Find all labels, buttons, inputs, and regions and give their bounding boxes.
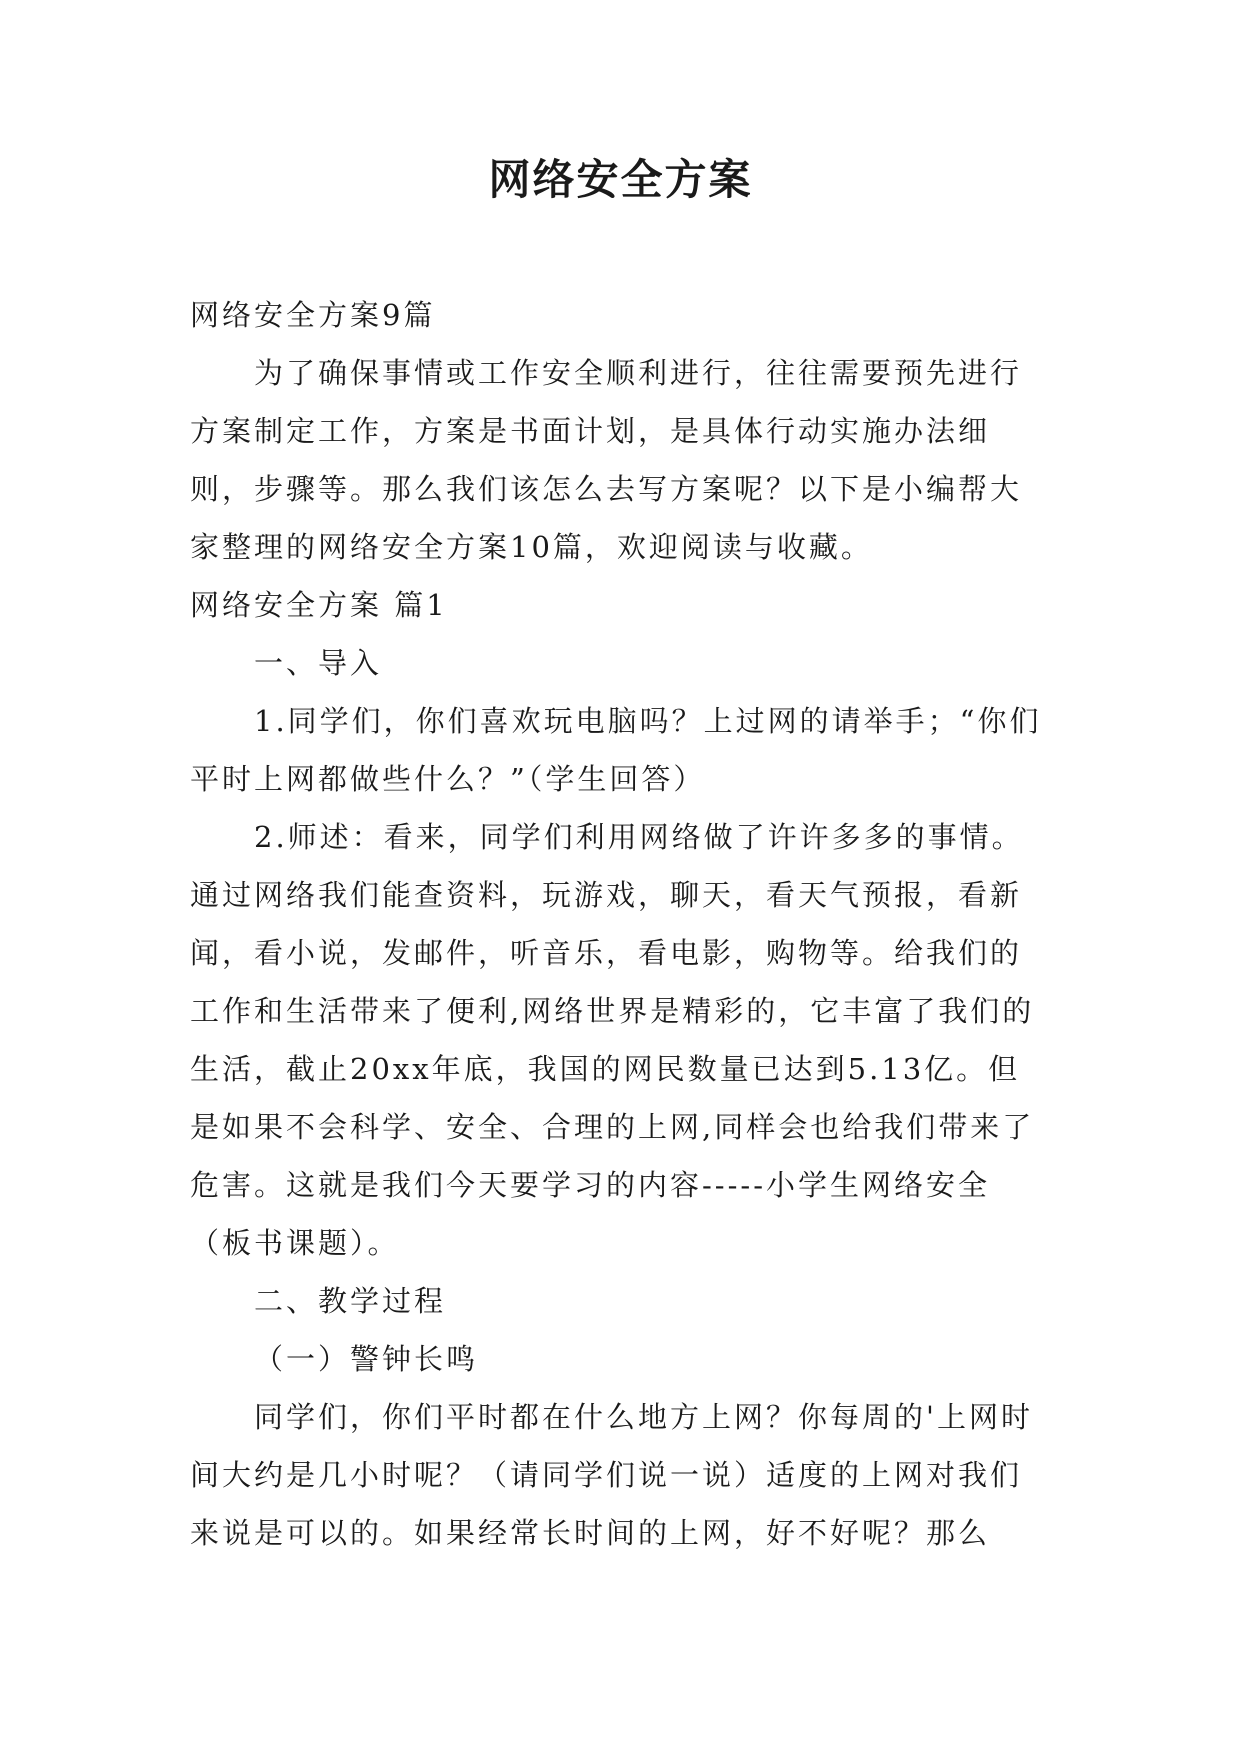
paragraph-item-1: 1.同学们，你们喜欢玩电脑吗？上过网的请举手；“你们平时上网都做些什么？”（学生回答） — [190, 704, 1042, 796]
paragraph-subtitle: 网络安全方案9篇 — [190, 298, 436, 332]
paragraph-heading-import: 一、导入 — [254, 646, 383, 680]
paragraph-section-heading: 网络安全方案 篇1 — [190, 588, 448, 622]
paragraph-heading-process: 二、教学过程 — [254, 1284, 447, 1318]
document-body — [190, 286, 1052, 1562]
document-title: 网络安全方案 — [488, 155, 753, 204]
paragraph-body-last: 同学们，你们平时都在什么地方上网？你每周的'上网时间大约是几小时呢？（请同学们说一说）适度的上网对我们来说是可以的。如果经常长时间的上网，好不好呢？那么 — [190, 1400, 1033, 1550]
paragraph-intro: 为了确保事情或工作安全顺利进行，往往需要预先进行方案制定工作，方案是书面计划，是具体行动实施办法细则，步骤等。那么我们该怎么去写方案呢？以下是小编帮大家整理的网络安全方案10篇，欢迎阅读与收藏。 — [190, 356, 1023, 564]
paragraph-subheading-alarm: （一）警钟长鸣 — [254, 1342, 479, 1376]
paragraph-item-2: 2.师述：看来，同学们利用网络做了许许多多的事情。通过网络我们能查资料，玩游戏，聊天，看天气预报，看新闻，看小说，发邮件，听音乐，看电影，购物等。给我们的工作和生活带来了便利,网络世界是精彩的，它丰富了我们的生活，截止20xx年底，我国的网民数量已达到5.13亿。但是如果不会科学、安全、合理的上网,同样会也给我们带来了危害。这就是我们今天要学习的内容-----小学生网络安全（板书课题）。 — [190, 820, 1035, 1260]
